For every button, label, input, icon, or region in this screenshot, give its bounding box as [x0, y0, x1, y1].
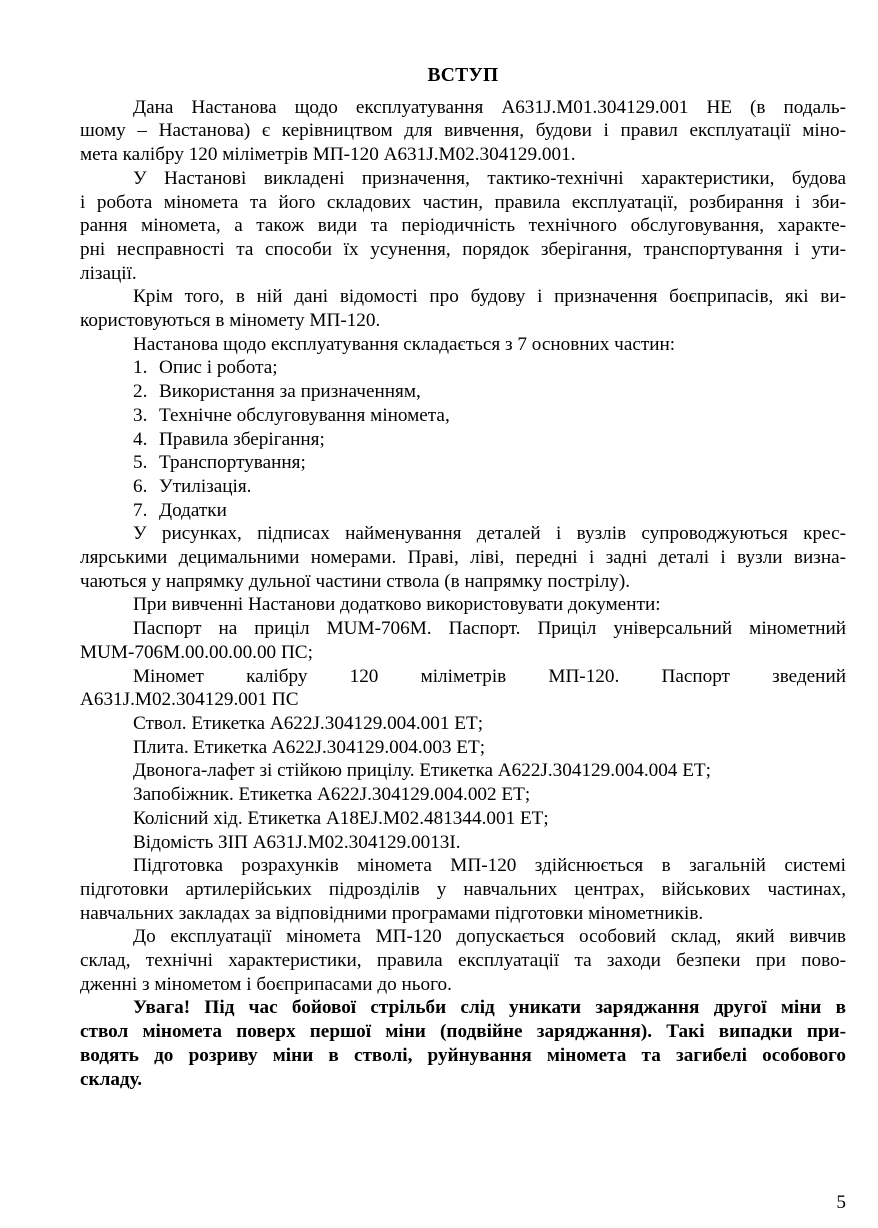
page-number: 5: [836, 1192, 846, 1213]
paragraph-documents-intro: [80, 593, 846, 617]
text-line: дженні з мінометом і боєприпасами до нього.: [80, 973, 452, 995]
text-line: Міномет калібру 120 міліметрів МП-120. Паспорт зведений: [133, 665, 846, 687]
doc-safety: [80, 783, 846, 807]
doc-baseplate: [80, 736, 846, 760]
text-line: і робота мінометa та його складових частин, правила експлуатації, розбирання і зби-: [80, 191, 846, 213]
text-line: Підготовка розрахунків міномета МП-120 здійснюється в загальній системі: [133, 855, 846, 877]
text-line: Паспорт на приціл MUM-706M. Паспорт. Приціл універсальний мінометний: [133, 618, 846, 640]
text-line: користовуються в міномету МП-120.: [80, 310, 381, 332]
text-line: А631J.М02.304129.001 ПС: [80, 689, 299, 711]
doc-bipod: [80, 759, 846, 783]
text-line: Увага! Під час бойової стрільби слід уникати заряджання другої міни в: [133, 997, 846, 1019]
text-line: лярськими децимальними номерами. Праві, ліві, передні і задні деталі і вузли визна-: [80, 547, 846, 569]
paragraph-intro: [80, 96, 846, 167]
text-line: Настанова щодо експлуатування складається з 7 основних частин:: [133, 333, 676, 355]
text-line: чаються у напрямку дульної частини ствола (в напрямку пострілу).: [80, 570, 631, 592]
text-line: ствол міномета поверх першої міни (подвійне заряджання). Такі випадки при-: [80, 1021, 846, 1043]
list-item: 3. Технічне обслуговування міномета,: [133, 404, 450, 426]
text-line: При вивченні Настанови додатково використовувати документи:: [133, 594, 661, 616]
text-line: Колісний хід. Етикетка А18ЕJ.М02.481344.001 ЕТ;: [133, 807, 549, 829]
paragraph-figures: [80, 522, 846, 593]
text-line: мета калібру 120 міліметрів МП-120 А631J.М02.304129.001.: [80, 144, 576, 166]
text-line: навчальних закладах за відповідними програмами підготовки мінометників.: [80, 902, 704, 924]
text-line: рання міномета, а також види та періодичність технічного обслуговування, характе-: [80, 215, 846, 237]
text-line: склад, технічні характеристики, правила експлуатації та заходи безпеки при пово-: [80, 950, 846, 972]
paragraph-sight-passport: [80, 617, 846, 664]
paragraph-personnel: [80, 925, 846, 996]
document-page: [80, 64, 846, 1091]
text-line: складу.: [80, 1068, 143, 1090]
text-line: Дана Настанова щодо експлуатування А631J.М01.304129.001 НЕ (в подаль-: [133, 96, 846, 118]
text-line: До експлуатації міномета МП-120 допускається особовий склад, який вивчив: [133, 926, 846, 948]
text-line: MUM-706M.00.00.00.00 ПС;: [80, 641, 313, 663]
page-title: ВСТУП: [427, 65, 499, 86]
text-line: підготовки артилерійських підрозділів у навчальних центрах, військових частинах,: [80, 878, 846, 900]
doc-barrel: [80, 712, 846, 736]
text-line: Крім того, в ній дані відомості про будову і призначення боєприпасів, які ви-: [133, 286, 846, 308]
text-line: Ствол. Етикетка А622J.304129.004.001 ЕТ;: [133, 712, 484, 734]
text-line: рні несправності та способи їх усунення, порядок зберігання, транспортування і ути-: [80, 238, 846, 260]
text-line: У рисунках, підписах найменування деталей і вузлів супроводжуються крес-: [133, 523, 846, 545]
text-line: Двонога-лафет зі стійкою прицілу. Етикетка А622J.304129.004.004 ЕТ;: [133, 760, 711, 782]
list-item: 5. Транспортування;: [133, 452, 306, 474]
text-line: У Настанові викладені призначення, тактико-технічні характеристики, будова: [133, 167, 846, 189]
list-item: 6. Утилізація.: [133, 475, 252, 497]
list-item: 7. Додатки: [133, 499, 227, 521]
list-item: 4. Правила зберігання;: [133, 428, 325, 450]
list-item: 2. Використання за призначенням,: [133, 381, 421, 403]
paragraph-contents: [80, 167, 846, 286]
paragraph-mortar-passport: [80, 665, 846, 712]
list-item: 1. Опис і робота;: [133, 357, 278, 379]
text-line: водять до розриву міни в стволі, руйнування міномета та загибелі особового: [80, 1044, 846, 1066]
paragraph-training: [80, 854, 846, 925]
text-line: Відомість ЗІП А631J.М02.304129.0013І.: [133, 831, 461, 853]
text-line: лізації.: [80, 262, 137, 284]
parts-list: [80, 356, 846, 522]
paragraph-ammo: [80, 285, 846, 332]
text-line: Запобіжник. Етикетка А622J.304129.004.002 ЕТ;: [133, 784, 531, 806]
warning-paragraph: [80, 996, 846, 1091]
doc-spares: [80, 831, 846, 855]
text-line: Плита. Етикетка А622J.304129.004.003 ЕТ;: [133, 736, 486, 758]
doc-wheels: [80, 807, 846, 831]
paragraph-parts: [80, 333, 846, 357]
text-line: шому – Настанова) є керівництвом для вивчення, будови і правил експлуатації міно-: [80, 120, 846, 142]
